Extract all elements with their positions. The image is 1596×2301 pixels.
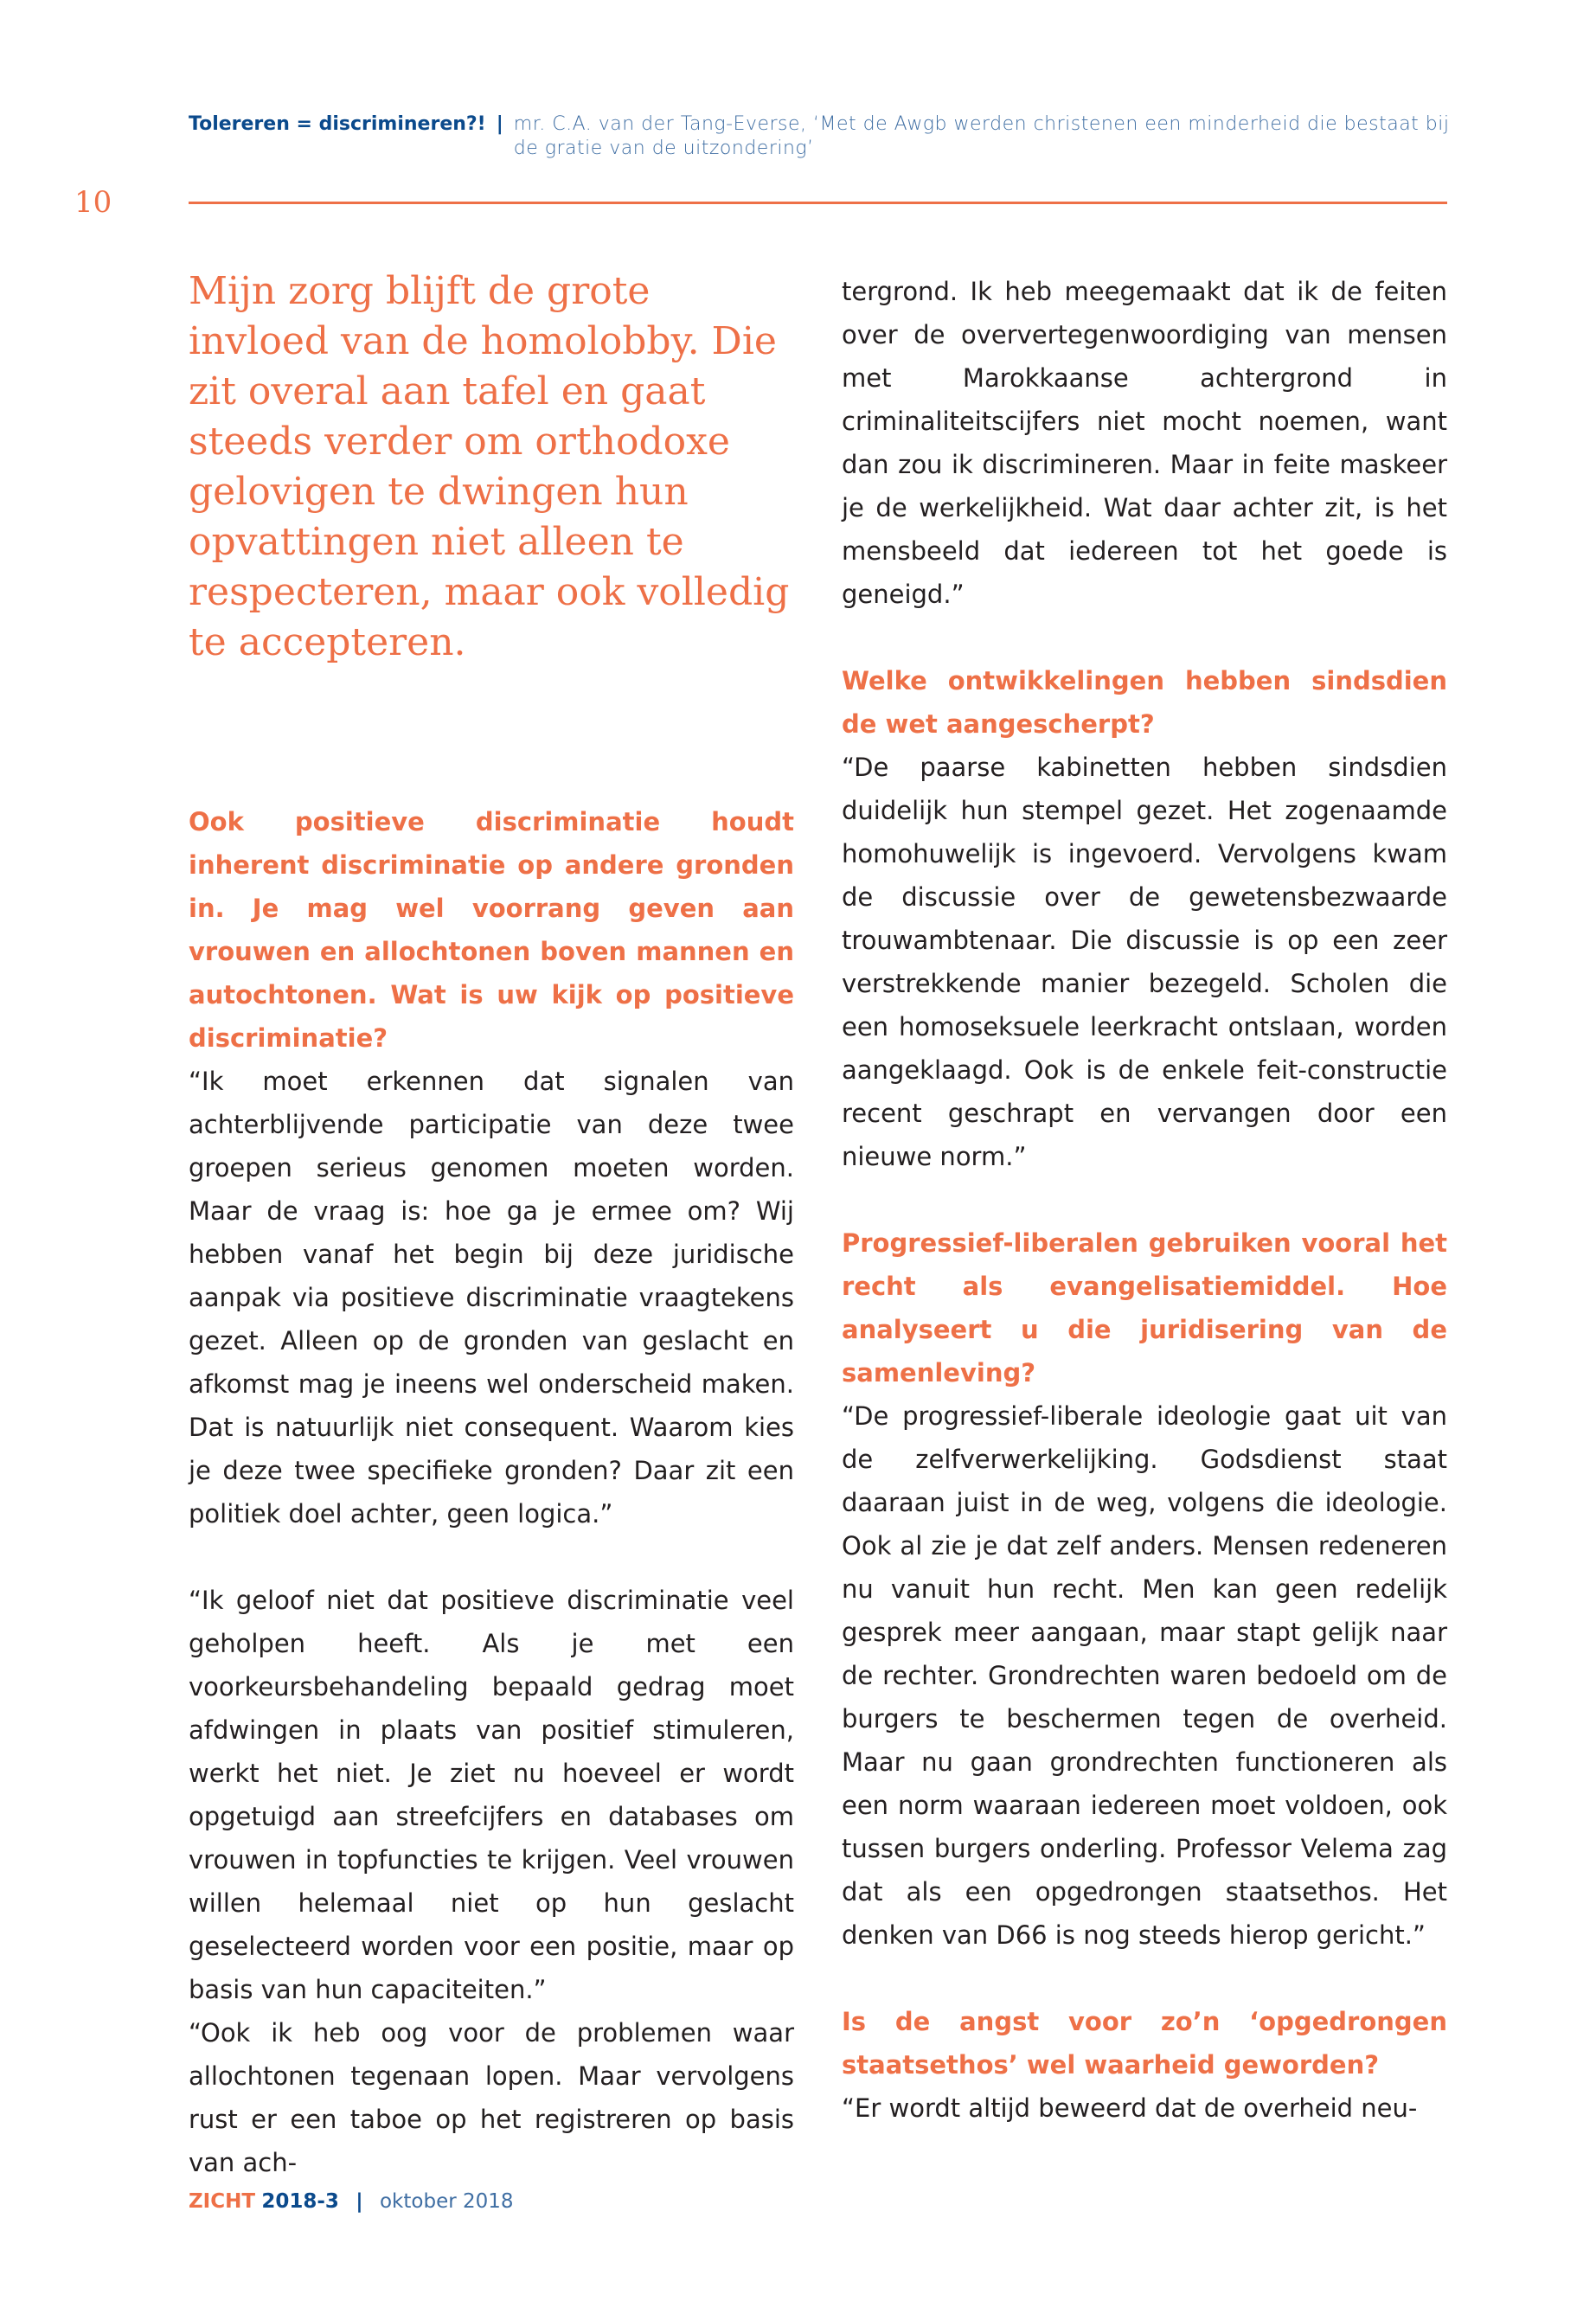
answer-paragraph: tergrond. Ik heb meegemaakt dat ik de feiten over de oververtegenwoordiging van mensen met Marokkaanse achtergrond in criminaliteitscijfers niet mocht noemen, want dan zou ik discrimineren. Maar in feite maskeer je de werkelijkheid. Wat daar achter zit, is het mensbeeld dat iedereen tot het goede is geneigd.” (842, 277, 1447, 609)
question: Is de angst voor zo’n ‘opgedrongen staatsethos’ wel waarheid geworden? (842, 2007, 1447, 2080)
pull-quote: Mijn zorg blijft de grote invloed van de homolobby. Die zit overal aan tafel en gaat steeds verder om orthodoxe gelovigen te dwingen hun opvattingen niet alleen te respecteren, maar ook volledig te accepteren. (189, 269, 790, 664)
page-footer (189, 2190, 514, 2213)
question: Progressief-liberalen gebruiken vooral het recht als evangelisatiemiddel. Hoe analyseert u die juridisering van de samenleving? (842, 1228, 1447, 1388)
answer-paragraph: “Ook ik heb oog voor de problemen waar allochtonen tegenaan lopen. Maar vervolgens rust er een taboe op het registreren op basis van ach- (189, 2018, 794, 2177)
header-title: Tolereren = discrimineren?! (189, 113, 486, 135)
magazine-name: ZICHT (189, 2190, 256, 2213)
issue-number: 2018-3 (261, 2190, 339, 2213)
page-number: 10 (74, 185, 112, 220)
issue-date: oktober 2018 (379, 2190, 514, 2213)
header-rule (189, 202, 1447, 204)
footer-separator: | (356, 2190, 363, 2213)
header-subtitle: mr. C.A. van der Tang-Everse, ‘Met de Awgb werden christenen een minderheid die bestaat bij de gratie van de uitzondering’ (513, 113, 1450, 159)
running-header (189, 112, 1452, 161)
question: Ook positieve discriminatie houdt inherent discriminatie op andere gronden in. Je mag wel voorrang geven aan vrouwen en allochtonen boven mannen en autochtonen. Wat is uw kijk op positieve discriminatie? (189, 807, 794, 1053)
answer-paragraph: “De progressief-liberale ideologie gaat uit van de zelfverwerkelijking. Godsdienst staat daaraan juist in de weg, volgens die ideologie. Ook al zie je dat zelf anders. Mensen redeneren nu vanuit hun recht. Men kan geen redelijk gesprek meer aangaan, maar stapt gelijk naar de rechter. Grondrechten waren bedoeld om de burgers te beschermen tegen de overheid. Maar nu gaan grondrechten functioneren als een norm waaraan iedereen moet voldoen, ook tussen burgers onderling. Professor Velema zag dat als een opgedrongen staatsethos. Het denken van D66 is nog steeds hierop gericht.” (842, 1401, 1447, 1950)
answer-paragraph: “Er wordt altijd beweerd dat de overheid neu- (842, 2093, 1418, 2123)
left-column (189, 266, 794, 2184)
answer-paragraph: “De paarse kabinetten hebben sindsdien duidelijk hun stempel gezet. Het zogenaamde homohuwelijk is ingevoerd. Vervolgens kwam de discussie over de gewetensbezwaarde trouwambtenaar. Die discussie is op een zeer verstrekkende manier bezegeld. Scholen die een homoseksuele leerkracht ontslaan, worden aangeklaagd. Ook is de enkele feit-constructie recent geschrapt en vervangen door een nieuwe norm.” (842, 753, 1447, 1171)
answer-paragraph: “Ik moet erkennen dat signalen van achterblijvende participatie van deze twee groepen serieus genomen moeten worden. Maar de vraag is: hoe ga je ermee om? Wij hebben vanaf het begin bij deze juridische aanpak via positieve discriminatie vraagtekens gezet. Alleen op de gronden van geslacht en afkomst mag je ineens wel onderscheid maken. Dat is natuurlijk niet consequent. Waarom kies je deze twee specifieke gronden? Daar zit een politiek doel achter, geen logica.” (189, 1067, 794, 1529)
right-column (842, 270, 1447, 2130)
question: Welke ontwikkelingen hebben sindsdien de wet aangescherpt? (842, 666, 1447, 739)
answer-paragraph: “Ik geloof niet dat positieve discriminatie veel geholpen heeft. Als je met een voorkeursbehandeling bepaald gedrag moet afdwingen in plaats van positief stimuleren, werkt het niet. Je ziet nu hoeveel er wordt opgetuigd aan streefcijfers en databases om vrouwen in topfuncties te krijgen. Veel vrouwen willen helemaal niet op hun geslacht geselecteerd worden voor een positie, maar op basis van hun capaciteiten.” (189, 1586, 794, 2004)
header-separator: | (496, 113, 503, 135)
